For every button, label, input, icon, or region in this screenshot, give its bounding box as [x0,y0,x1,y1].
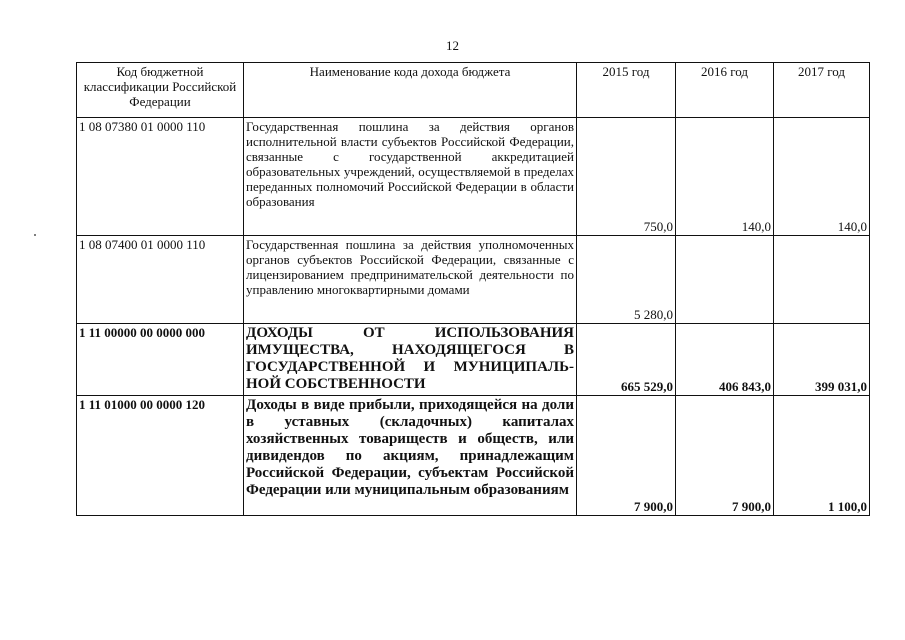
table-row [77,324,870,396]
header-2016: 2016 год [676,63,774,118]
header-2017: 2017 год [774,63,870,118]
cell-2015: 5 280,0 [577,236,676,324]
table-row [77,118,870,236]
table-row [77,396,870,516]
cell-name: Доходы в виде прибыли, приходящейся на доли в уставных (складочных) капиталах хозяйственных товариществ и обществ, или дивидендов по акциям, принадлежащим Российской Федерации, субъектам Российской Федерации или муниципальным образованиям [244,396,577,516]
header-code: Код бюджетной классификации Российской Федерации [77,63,244,118]
cell-2016: 406 843,0 [676,324,774,396]
cell-2015: 7 900,0 [577,396,676,516]
cell-2017: 1 100,0 [774,396,870,516]
cell-code: 1 08 07380 01 0000 110 [77,118,244,236]
cell-2016 [676,236,774,324]
page-number: 12 [446,38,459,53]
cell-2017: 399 031,0 [774,324,870,396]
cell-2015: 665 529,0 [577,324,676,396]
cell-2016: 7 900,0 [676,396,774,516]
cell-name: Государственная пошлина за действия органов исполнительной власти субъектов Российской Федерации, связанные с государственной аккредитацией образовательных учреждений, осуществляемой в пределах переданных полномочий Российской Федерации в области образования [244,118,577,236]
cell-2017 [774,236,870,324]
budget-income-table [76,62,870,516]
cell-code: 1 11 00000 00 0000 000 [77,324,244,396]
table-row [77,236,870,324]
cell-2016: 140,0 [676,118,774,236]
table-header-row [77,63,870,118]
header-name: Наименование кода дохода бюджета [244,63,577,118]
cell-2017: 140,0 [774,118,870,236]
header-2015: 2015 год [577,63,676,118]
cell-code: 1 08 07400 01 0000 110 [77,236,244,324]
cell-code: 1 11 01000 00 0000 120 [77,396,244,516]
cell-name: Государственная пошлина за действия уполномоченных органов субъектов Российской Федерации, связанные с лицензированием предпринимательской деятельности по управлению многоквартирными домами [244,236,577,324]
cell-2015: 750,0 [577,118,676,236]
cell-name: ДОХОДЫ ОТ ИСПОЛЬЗОВАНИЯ ИМУЩЕСТВА, НАХОДЯЩЕГОСЯ В ГОСУДАРСТВЕННОЙ И МУНИЦИПАЛЬ-НОЙ СОБСТВЕННОСТИ [244,324,577,396]
scan-speck [34,234,36,236]
